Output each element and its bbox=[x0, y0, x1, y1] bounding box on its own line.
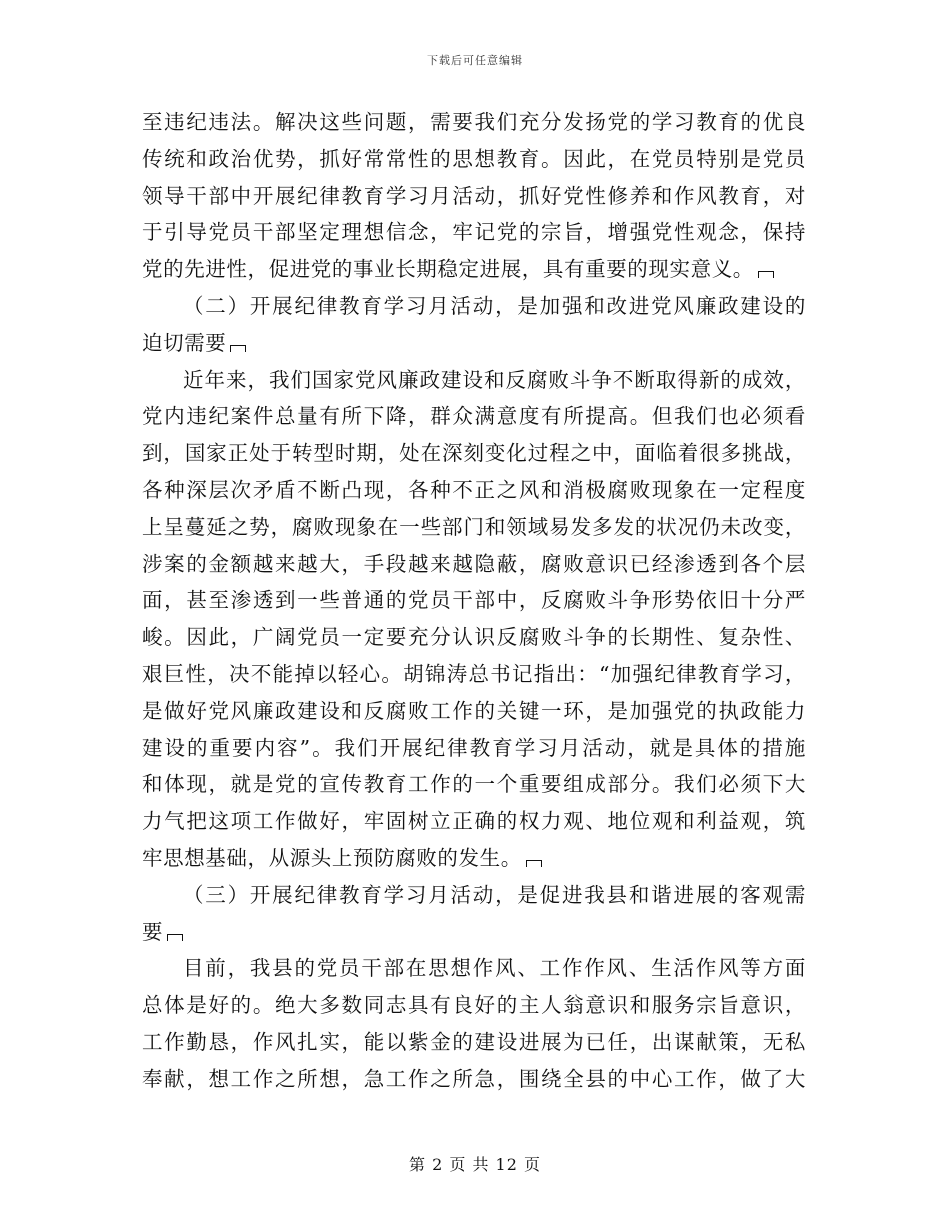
text-line: 力气把这项工作做好，牢固树立正确的权力观、地位观和利益观，筑 bbox=[142, 809, 806, 834]
section-heading-line: 迫切需要 bbox=[142, 325, 806, 362]
text-line: 党的先进性，促进党的事业长期稳定进展，具有重要的现实意义。 bbox=[142, 251, 806, 288]
paragraph-mark-icon bbox=[526, 860, 542, 867]
text-line: 艰巨性，决不能掉以轻心。胡锦涛总书记指出：“加强纪律教育学习， bbox=[142, 661, 806, 686]
text-line: 至违纪违法。解决这些问题，需要我们充分发扬党的学习教育的优良 bbox=[142, 110, 806, 134]
text-line: 于引导党员干部坚定理想信念，牢记党的宗旨，增强党性观念，保持 bbox=[142, 220, 806, 245]
body-text bbox=[142, 104, 806, 1098]
text-line: 传统和政治优势，抓好常常性的思想教育。因此，在党员特别是党员 bbox=[142, 146, 806, 171]
section-heading-line: （三）开展纪律教育学习月活动，是促进我县和谐进展的客观需 bbox=[183, 882, 806, 907]
text-line: 奉献，想工作之所想，急工作之所急，围绕全县的中心工作，做了大 bbox=[142, 1066, 806, 1091]
page-number: 第 2 页 共 12 页 bbox=[409, 1155, 541, 1174]
text-line: 和体现，就是党的宣传教育工作的一个重要组成部分。我们必须下大 bbox=[142, 772, 806, 797]
text-line: 各种深层次矛盾不断凸现，各种不正之风和消极腐败现象在一定程度 bbox=[142, 477, 806, 502]
header-note: 下载后可任意编辑 bbox=[427, 54, 523, 67]
text-line: 建设的重要内容”。我们开展纪律教育学习月活动，就是具体的措施 bbox=[142, 735, 806, 760]
text-line: 涉案的金额越来越大，手段越来越隐蔽，腐败意识已经渗透到各个层 bbox=[142, 551, 806, 576]
paragraph-mark-icon bbox=[167, 934, 183, 941]
text-line: 是做好党风廉政建设和反腐败工作的关键一环，是加强党的执政能力 bbox=[142, 698, 806, 723]
text-line: 牢思想基础，从源头上预防腐败的发生。 bbox=[142, 840, 806, 877]
text-line: 工作勤恳，作风扎实，能以紫金的建设进展为已任，出谋献策，无私 bbox=[142, 1029, 806, 1054]
section-heading-line: （二）开展纪律教育学习月活动，是加强和改进党风廉政建设的 bbox=[183, 293, 806, 318]
text-line: 总体是好的。绝大多数同志具有良好的主人翁意识和服务宗旨意识， bbox=[142, 993, 806, 1018]
text-line: 上呈蔓延之势，腐败现象在一些部门和领域易发多发的状况仍未改变， bbox=[142, 514, 806, 539]
text-line: 峻。因此，广阔党员一定要充分认识反腐败斗争的长期性、复杂性、 bbox=[142, 625, 806, 650]
text-line: 目前，我县的党员干部在思想作风、工作作风、生活作风等方面 bbox=[183, 956, 806, 981]
section-heading-line: 要 bbox=[142, 914, 806, 951]
text-line: 领导干部中开展纪律教育学习月活动，抓好党性修养和作风教育，对 bbox=[142, 183, 806, 208]
paragraph-mark-icon bbox=[230, 345, 246, 352]
text-line: 近年来，我们国家党风廉政建设和反腐败斗争不断取得新的成效， bbox=[183, 367, 806, 392]
text-line: 党内违纪案件总量有所下降，群众满意度有所提高。但我们也必须看 bbox=[142, 404, 806, 429]
paragraph-mark-icon bbox=[758, 271, 774, 278]
text-line: 到，国家正处于转型时期，处在深刻变化过程之中，面临着很多挑战， bbox=[142, 441, 806, 466]
text-line: 面，甚至渗透到一些普通的党员干部中，反腐败斗争形势依旧十分严 bbox=[142, 588, 806, 613]
